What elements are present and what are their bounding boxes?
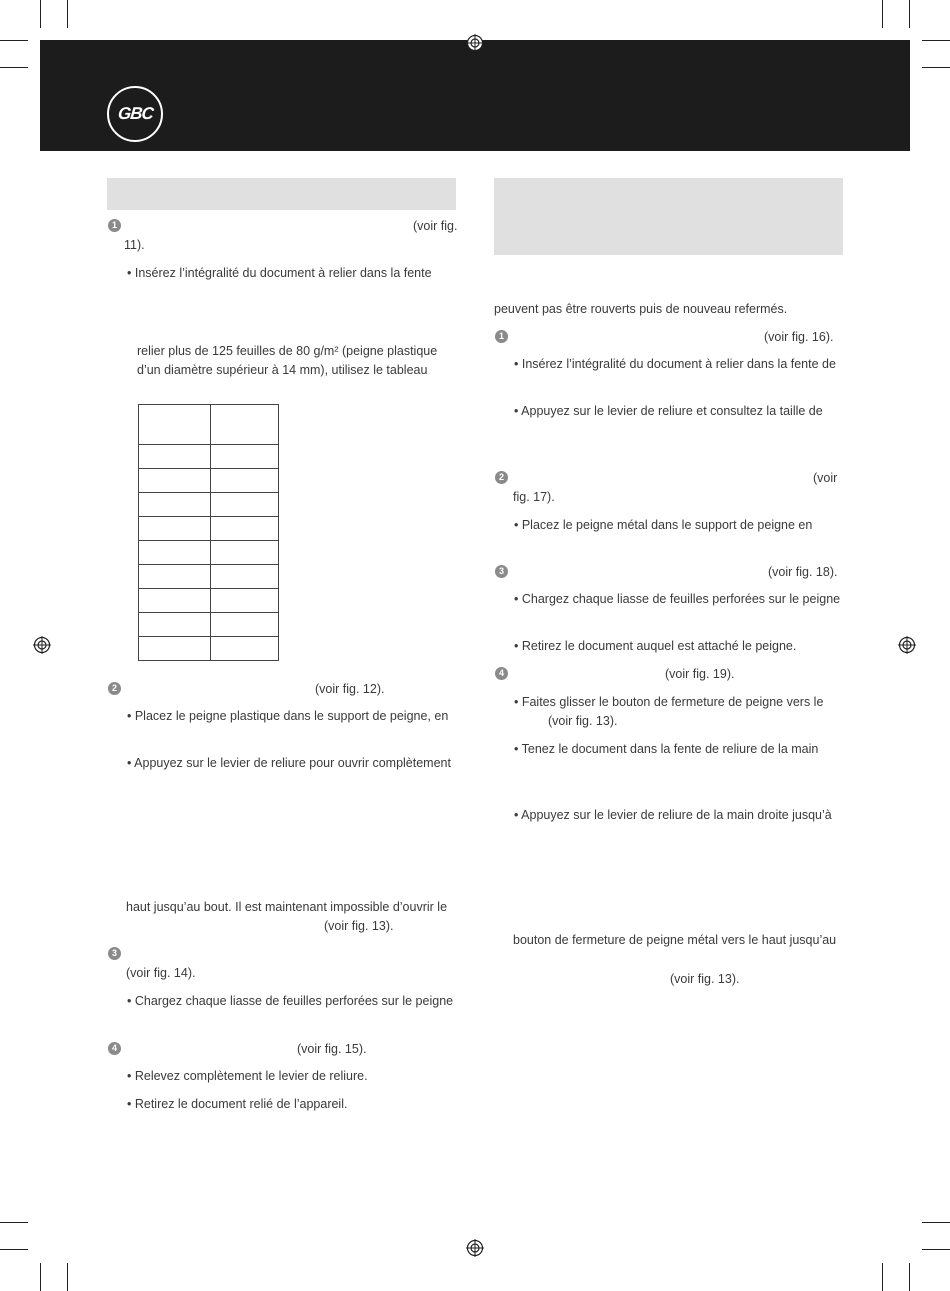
table-row <box>139 445 279 469</box>
bullet-text: • Appuyez sur le levier de reliure pour ouvrir complètement <box>127 756 451 770</box>
body-text: haut jusqu’au bout. Il est maintenant impossible d’ouvrir le <box>126 900 448 914</box>
table-cell <box>139 589 211 613</box>
section-header-bar-left <box>107 178 456 210</box>
table-row <box>139 493 279 517</box>
crop-mark <box>0 67 28 68</box>
crop-mark <box>67 1263 68 1291</box>
bullet-text: • Relevez complètement le levier de reliure. <box>127 1069 368 1083</box>
crop-mark <box>0 40 28 41</box>
step-number-badge: 1 <box>495 330 508 343</box>
figure-reference: fig. 17). <box>513 490 555 504</box>
figure-reference: (voir fig. 18). <box>768 565 838 579</box>
crop-mark <box>909 0 910 28</box>
registration-mark-icon <box>898 636 916 654</box>
capacity-table <box>138 404 279 661</box>
crop-mark <box>882 0 883 28</box>
registration-mark-icon <box>33 636 51 654</box>
step-number-badge: 3 <box>108 947 121 960</box>
figure-reference: (voir <box>813 471 838 485</box>
table-cell <box>211 637 279 661</box>
figure-reference: (voir fig. 14). <box>126 966 196 980</box>
figure-reference: (voir fig. 13). <box>324 919 394 933</box>
gbc-logo: GBC <box>107 86 163 142</box>
figure-reference: (voir fig. <box>413 219 458 233</box>
table-cell <box>139 565 211 589</box>
registration-mark-icon <box>466 1239 484 1257</box>
table-row <box>139 565 279 589</box>
bullet-text: • Insérez l’intégralité du document à relier dans la fente de <box>514 357 836 371</box>
crop-mark <box>40 1263 41 1291</box>
crop-mark <box>67 0 68 28</box>
crop-mark <box>922 1249 950 1250</box>
table-row <box>139 637 279 661</box>
step-number-badge: 1 <box>108 219 121 232</box>
step-number-badge: 3 <box>495 565 508 578</box>
step-number-badge: 4 <box>495 667 508 680</box>
table-cell <box>211 541 279 565</box>
crop-mark <box>882 1263 883 1291</box>
body-text: bouton de fermeture de peigne métal vers le haut jusqu’au <box>513 933 837 947</box>
table-cell <box>139 445 211 469</box>
table-cell <box>139 517 211 541</box>
header-band <box>40 40 910 151</box>
section-header-bar-right <box>494 178 843 255</box>
body-text: peuvent pas être rouverts puis de nouveau refermés. <box>494 302 788 316</box>
bullet-text: • Chargez chaque liasse de feuilles perforées sur le peigne <box>127 994 454 1008</box>
crop-mark <box>0 1222 28 1223</box>
table-cell <box>211 405 279 445</box>
table-row <box>139 469 279 493</box>
figure-reference: 11). <box>124 238 145 252</box>
crop-mark <box>909 1263 910 1291</box>
figure-reference: (voir fig. 12). <box>315 682 385 696</box>
table-cell <box>211 469 279 493</box>
crop-mark <box>40 0 41 28</box>
bullet-text: • Tenez le document dans la fente de reliure de la main <box>514 742 819 756</box>
step-number-badge: 2 <box>495 471 508 484</box>
step-number-badge: 4 <box>108 1042 121 1055</box>
body-text: d’un diamètre supérieur à 14 mm), utilisez le tableau <box>137 363 428 377</box>
figure-reference: (voir fig. 13). <box>548 714 618 728</box>
figure-reference: (voir fig. 15). <box>297 1042 367 1056</box>
crop-mark <box>922 40 950 41</box>
figure-reference: (voir fig. 13). <box>670 972 740 986</box>
crop-mark <box>0 1249 28 1250</box>
registration-mark-icon <box>466 34 484 52</box>
table-cell <box>211 565 279 589</box>
table-cell <box>211 517 279 541</box>
table-cell <box>139 637 211 661</box>
body-text: relier plus de 125 feuilles de 80 g/m² (peigne plastique <box>137 344 438 358</box>
table-row <box>139 541 279 565</box>
bullet-text: • Placez le peigne métal dans le support de peigne en <box>514 518 813 532</box>
crop-mark <box>922 1222 950 1223</box>
figure-reference: (voir fig. 16). <box>764 330 834 344</box>
step-number-badge: 2 <box>108 682 121 695</box>
bullet-text: • Faites glisser le bouton de fermeture de peigne vers le <box>514 695 824 709</box>
table-row <box>139 405 279 445</box>
table-cell <box>139 541 211 565</box>
crop-mark <box>922 67 950 68</box>
table-cell <box>211 493 279 517</box>
bullet-text: • Insérez l’intégralité du document à relier dans la fente <box>127 266 432 280</box>
table-cell <box>211 445 279 469</box>
figure-reference: (voir fig. 19). <box>665 667 735 681</box>
table-row <box>139 613 279 637</box>
table-cell <box>139 405 211 445</box>
table-cell <box>139 493 211 517</box>
bullet-text: • Placez le peigne plastique dans le support de peigne, en <box>127 709 449 723</box>
bullet-text: • Chargez chaque liasse de feuilles perforées sur le peigne <box>514 592 841 606</box>
bullet-text: • Retirez le document auquel est attaché le peigne. <box>514 639 797 653</box>
bullet-text: • Retirez le document relié de l’appareil. <box>127 1097 348 1111</box>
table-cell <box>139 613 211 637</box>
table-cell <box>211 589 279 613</box>
table-row <box>139 589 279 613</box>
bullet-text: • Appuyez sur le levier de reliure et consultez la taille de <box>514 404 823 418</box>
table-cell <box>139 469 211 493</box>
table-cell <box>211 613 279 637</box>
bullet-text: • Appuyez sur le levier de reliure de la main droite jusqu’à <box>514 808 832 822</box>
table-row <box>139 517 279 541</box>
